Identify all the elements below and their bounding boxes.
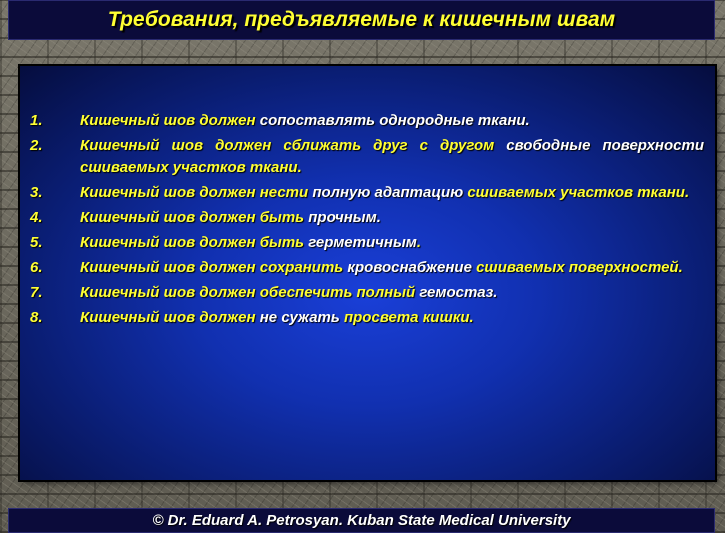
requirements-list: [30, 110, 704, 332]
list-item: [30, 135, 704, 179]
list-item: [30, 307, 704, 329]
highlight-text: Кишечный шов должен быть: [80, 234, 309, 251]
item-text: [80, 282, 704, 304]
emphasis-text: гемостаз.: [419, 284, 498, 301]
list-item: [30, 282, 704, 304]
emphasis-text: не сужать: [259, 309, 344, 326]
emphasis-text: герметичным: [308, 234, 417, 251]
highlight-text: сшиваемых участков ткани.: [467, 184, 690, 201]
title-bar: [8, 0, 715, 40]
item-text: [80, 110, 704, 132]
item-text: [80, 207, 704, 229]
highlight-text: Кишечный шов должен обеспечить полный: [80, 284, 420, 301]
list-item: [30, 182, 704, 204]
emphasis-text: полную адаптацию: [312, 184, 468, 201]
item-number: 1.: [30, 112, 43, 129]
footer-bar: [8, 508, 715, 533]
item-number: 3.: [30, 184, 43, 201]
highlight-text: сшиваемых участков ткани.: [80, 159, 302, 176]
list-item: [30, 257, 704, 279]
list-item: [30, 232, 704, 254]
emphasis-text: свободные поверхности: [506, 137, 704, 154]
emphasis-text: прочным.: [308, 209, 381, 226]
item-number: 4.: [30, 209, 43, 226]
item-text: [80, 135, 704, 179]
highlight-text: просвета кишки.: [343, 309, 474, 326]
item-number: 6.: [30, 259, 43, 276]
item-text: [80, 232, 704, 254]
slide-title: Требования, предъявляемые к кишечным швам: [107, 8, 616, 31]
list-item: [30, 110, 704, 132]
item-text: [80, 307, 704, 329]
content-panel: [20, 66, 715, 480]
highlight-text: Кишечный шов должен быть: [80, 209, 309, 226]
highlight-text: .: [416, 234, 422, 251]
list-item: [30, 207, 704, 229]
emphasis-text: кровоснабжение: [347, 259, 477, 276]
highlight-text: Кишечный шов должен сохранить: [80, 259, 348, 276]
item-number: 2.: [30, 137, 43, 154]
item-number: 7.: [30, 284, 43, 301]
item-text: [80, 182, 704, 204]
item-text: [80, 257, 704, 279]
copyright-footer: © Dr. Eduard A. Petrosyan. Kuban State Medical University: [152, 512, 571, 529]
highlight-text: Кишечный шов должен сближать друг с другом: [80, 137, 507, 154]
emphasis-text: сопоставлять однородные ткани.: [259, 112, 530, 129]
item-number: 5.: [30, 234, 43, 251]
highlight-text: сшиваемых поверхностей.: [476, 259, 683, 276]
highlight-text: Кишечный шов должен: [80, 112, 260, 129]
highlight-text: Кишечный шов должен: [80, 309, 260, 326]
item-number: 8.: [30, 309, 43, 326]
highlight-text: Кишечный шов должен нести: [80, 184, 313, 201]
